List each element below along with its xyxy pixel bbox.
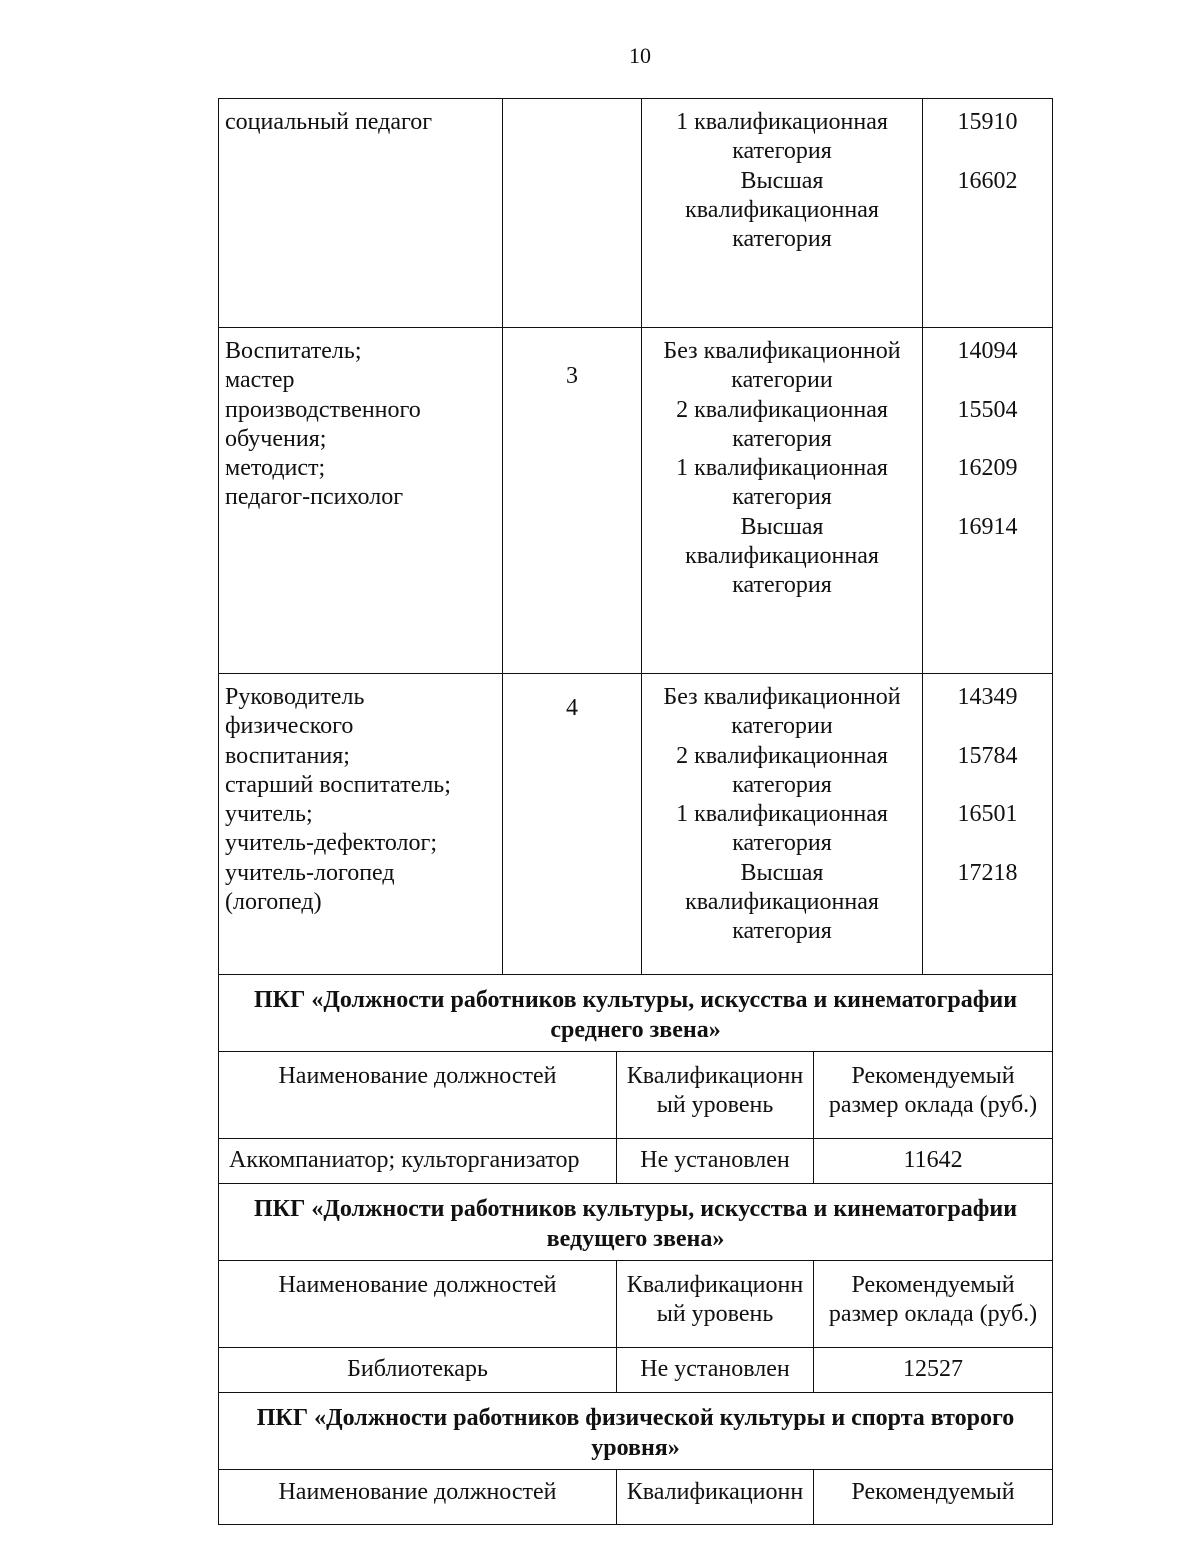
table-row bbox=[219, 674, 1053, 975]
salary-table-culture bbox=[218, 974, 1053, 1525]
qualification-level-cell bbox=[503, 99, 642, 328]
qualification-category bbox=[646, 167, 918, 255]
salary-values-cell bbox=[923, 328, 1053, 674]
qualification-category bbox=[646, 859, 918, 947]
category-line: категории bbox=[731, 713, 833, 740]
category-line: 1 квалификационная bbox=[676, 109, 888, 135]
position-name: учитель-логопед bbox=[225, 859, 395, 886]
qualification-level-cell: 3 bbox=[503, 328, 642, 674]
qualification-category bbox=[646, 800, 918, 859]
position-name: производственного bbox=[225, 396, 421, 423]
salary-value: 16501 bbox=[957, 801, 1018, 828]
position-name: Воспитатель; bbox=[225, 338, 362, 364]
category-line: категория bbox=[732, 918, 832, 945]
category-line: 2 квалификационная bbox=[676, 396, 888, 423]
category-line: категория bbox=[732, 484, 832, 511]
qualification-category bbox=[646, 742, 918, 801]
salary-values-cell bbox=[923, 99, 1053, 328]
table-row bbox=[219, 1347, 1053, 1392]
table-row bbox=[219, 99, 1053, 328]
category-line: Высшая bbox=[740, 859, 824, 886]
column-header-name: Наименование должностей bbox=[219, 1469, 617, 1524]
category-line: 2 квалификационная bbox=[676, 742, 888, 769]
column-header-salary: Рекомендуемый bbox=[814, 1469, 1053, 1524]
position-name: учитель; bbox=[225, 801, 313, 828]
salary-value: 16602 bbox=[957, 167, 1018, 194]
salary-document bbox=[218, 98, 1052, 1525]
column-header-name: Наименование должностей bbox=[219, 1051, 617, 1138]
position-name: мастер bbox=[225, 367, 295, 394]
qualification-category bbox=[646, 108, 918, 167]
page-number: 10 bbox=[629, 43, 651, 68]
position-name: воспитания; bbox=[225, 742, 350, 769]
salary-value: 14094 bbox=[957, 338, 1018, 364]
position-name: физического bbox=[225, 713, 354, 740]
category-line: категория bbox=[732, 226, 832, 253]
salary-value: 14349 bbox=[957, 684, 1018, 710]
position-name: методист; bbox=[225, 455, 326, 482]
category-line: категории bbox=[731, 367, 833, 394]
position-name: старший воспитатель; bbox=[225, 771, 451, 798]
position-names-cell bbox=[219, 99, 503, 328]
qualification-category bbox=[646, 396, 918, 455]
salary-value: 16914 bbox=[957, 513, 1018, 540]
table-header-row bbox=[219, 1469, 1053, 1524]
qualification-category bbox=[646, 454, 918, 513]
table-header-row bbox=[219, 1051, 1053, 1138]
position-name: (логопед) bbox=[225, 889, 322, 916]
category-line: Без квалификационной bbox=[663, 338, 901, 364]
section-title-row bbox=[219, 1183, 1053, 1260]
salary-value: 15910 bbox=[957, 109, 1018, 135]
salary-table-pedagogical bbox=[218, 98, 1053, 975]
section-title-row bbox=[219, 974, 1053, 1051]
position-name: обучения; bbox=[225, 425, 327, 452]
position-name: Руководитель bbox=[225, 684, 365, 710]
qualification-categories-cell bbox=[642, 99, 923, 328]
qualification-category bbox=[646, 683, 918, 742]
salary-values-cell bbox=[923, 674, 1053, 975]
position-name-cell: Аккомпаниатор; культорганизатор bbox=[219, 1138, 617, 1183]
category-line: квалификационная bbox=[685, 196, 879, 223]
qualification-categories-cell bbox=[642, 328, 923, 674]
section-title: ПКГ «Должности работников культуры, искусства и кинематографии ведущего звена» bbox=[219, 1183, 1053, 1260]
salary-value-cell: 11642 bbox=[814, 1138, 1053, 1183]
position-name: социальный педагог bbox=[225, 109, 433, 135]
qualification-category bbox=[646, 513, 918, 601]
section-title: ПКГ «Должности работников физической культуры и спорта второго уровня» bbox=[219, 1392, 1053, 1469]
table-header-row bbox=[219, 1260, 1053, 1347]
qualification-level-cell: Не установлен bbox=[617, 1347, 814, 1392]
salary-value: 15504 bbox=[957, 396, 1018, 423]
column-header-salary: Рекомендуемый размер оклада (руб.) bbox=[814, 1051, 1053, 1138]
salary-value-cell: 12527 bbox=[814, 1347, 1053, 1392]
category-line: категория bbox=[732, 830, 832, 857]
category-line: Без квалификационной bbox=[663, 684, 901, 710]
column-header-salary: Рекомендуемый размер оклада (руб.) bbox=[814, 1260, 1053, 1347]
category-line: Высшая bbox=[740, 513, 824, 540]
category-line: квалификационная bbox=[685, 543, 879, 570]
qualification-level-cell: Не установлен bbox=[617, 1138, 814, 1183]
qualification-category bbox=[646, 337, 918, 396]
qualification-level-cell: 4 bbox=[503, 674, 642, 975]
section-title-row bbox=[219, 1392, 1053, 1469]
table-row bbox=[219, 328, 1053, 674]
position-names-cell bbox=[219, 328, 503, 674]
category-line: категория bbox=[732, 771, 832, 798]
category-line: категория bbox=[732, 572, 832, 599]
salary-value: 17218 bbox=[957, 859, 1018, 886]
category-line: квалификационная bbox=[685, 889, 879, 916]
category-line: Высшая bbox=[740, 167, 824, 194]
column-header-level: Квалификационн bbox=[617, 1469, 814, 1524]
table-row bbox=[219, 1138, 1053, 1183]
category-line: категория bbox=[732, 138, 832, 165]
qualification-categories-cell bbox=[642, 674, 923, 975]
position-name: учитель-дефектолог; bbox=[225, 830, 438, 857]
category-line: 1 квалификационная bbox=[676, 455, 888, 482]
position-name-cell: Библиотекарь bbox=[219, 1347, 617, 1392]
position-name: педагог-психолог bbox=[225, 484, 404, 511]
section-title: ПКГ «Должности работников культуры, искусства и кинематографии среднего звена» bbox=[219, 974, 1053, 1051]
column-header-name: Наименование должностей bbox=[219, 1260, 617, 1347]
column-header-level: Квалификационн ый уровень bbox=[617, 1260, 814, 1347]
category-line: категория bbox=[732, 425, 832, 452]
position-names-cell bbox=[219, 674, 503, 975]
salary-value: 15784 bbox=[957, 742, 1018, 769]
column-header-level: Квалификационн ый уровень bbox=[617, 1051, 814, 1138]
category-line: 1 квалификационная bbox=[676, 801, 888, 828]
salary-value: 16209 bbox=[957, 455, 1018, 482]
